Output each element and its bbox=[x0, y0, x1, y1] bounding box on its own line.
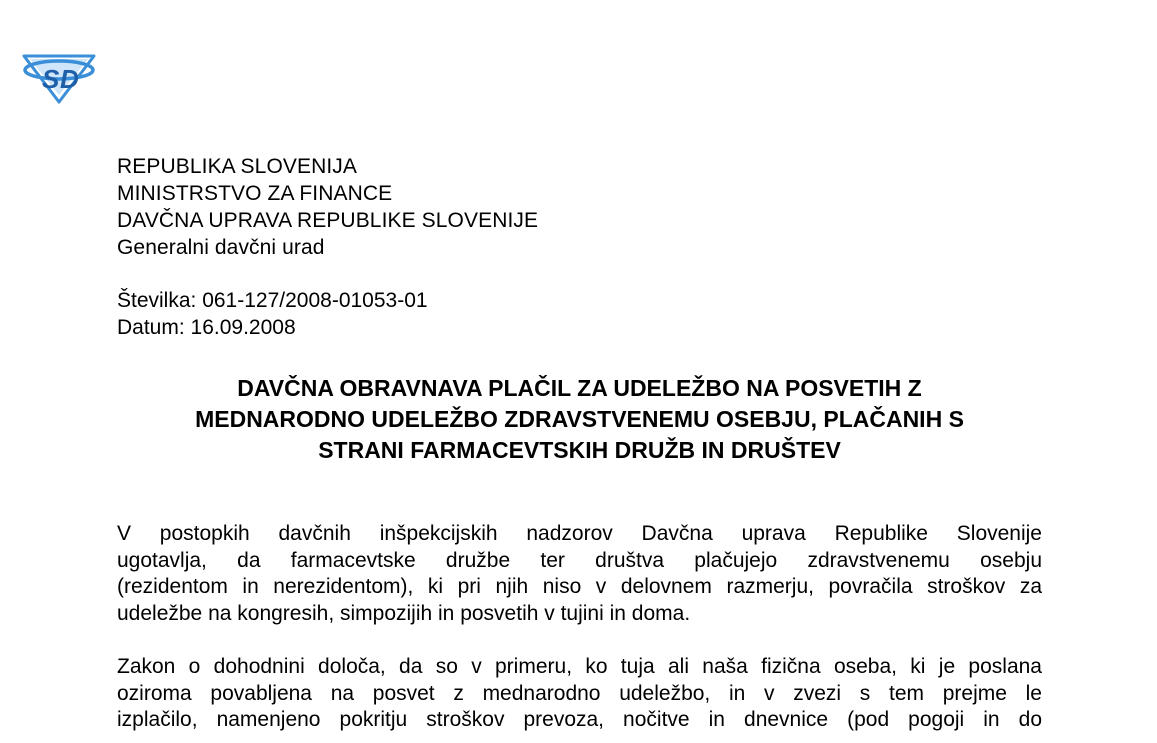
document-date: Datum: 16.09.2008 bbox=[117, 316, 296, 339]
paragraph-line: ugotavlja, da farmacevtske družbe ter društva plačujejo zdravstvenemu osebju bbox=[117, 548, 1042, 572]
header-office: Generalni davčni urad bbox=[117, 236, 325, 259]
title-line-3: STRANI FARMACEVTSKIH DRUŽB IN DRUŠTEV bbox=[318, 437, 841, 463]
svg-text:D: D bbox=[60, 64, 79, 94]
document-header bbox=[117, 153, 538, 261]
paragraph-line: Zakon o dohodnini določa, da so v primeru, ko tuja ali naša fizična oseba, ki je poslana bbox=[117, 655, 1042, 678]
paragraph-line: oziroma povabljena na posvet z mednarodno udeležbo, in v zvezi s tem prejme le bbox=[117, 681, 1042, 705]
header-tax-authority: DAVČNA UPRAVA REPUBLIKE SLOVENIJE bbox=[117, 209, 539, 232]
svg-text:S: S bbox=[42, 64, 60, 94]
paragraph-line: (rezidentom in nerezidentom), ki pri njih niso v delovnem razmerju, povračila stroškov za bbox=[117, 575, 1042, 598]
durs-logo-icon bbox=[22, 48, 96, 104]
title-line-1: DAVČNA OBRAVNAVA PLAČIL ZA UDELEŽBO NA POSVETIH Z bbox=[237, 375, 922, 401]
header-republic: REPUBLIKA SLOVENIJA bbox=[117, 155, 357, 178]
paragraph-line: izplačilo, namenjeno pokritju stroškov prevoza, nočitve in dnevnice (pod pogoji in do bbox=[117, 708, 1042, 731]
paragraph-line: V postopkih davčnih inšpekcijskih nadzorov Davčna uprava Republike Slovenije bbox=[117, 522, 1042, 545]
title-line-2: MEDNARODNO UDELEŽBO ZDRAVSTVENEMU OSEBJU, PLAČANIH S bbox=[195, 406, 964, 432]
paragraph-line: udeležbe na kongresih, simpozijih in posvetih v tujini in doma. bbox=[117, 601, 691, 625]
header-ministry: MINISTRSTVO ZA FINANCE bbox=[117, 182, 393, 205]
document-meta bbox=[117, 287, 428, 341]
document-title bbox=[117, 373, 1042, 466]
document-number: Številka: 061-127/2008-01053-01 bbox=[117, 289, 428, 312]
paragraph-2 bbox=[117, 654, 1042, 734]
paragraph-1 bbox=[117, 521, 1042, 627]
